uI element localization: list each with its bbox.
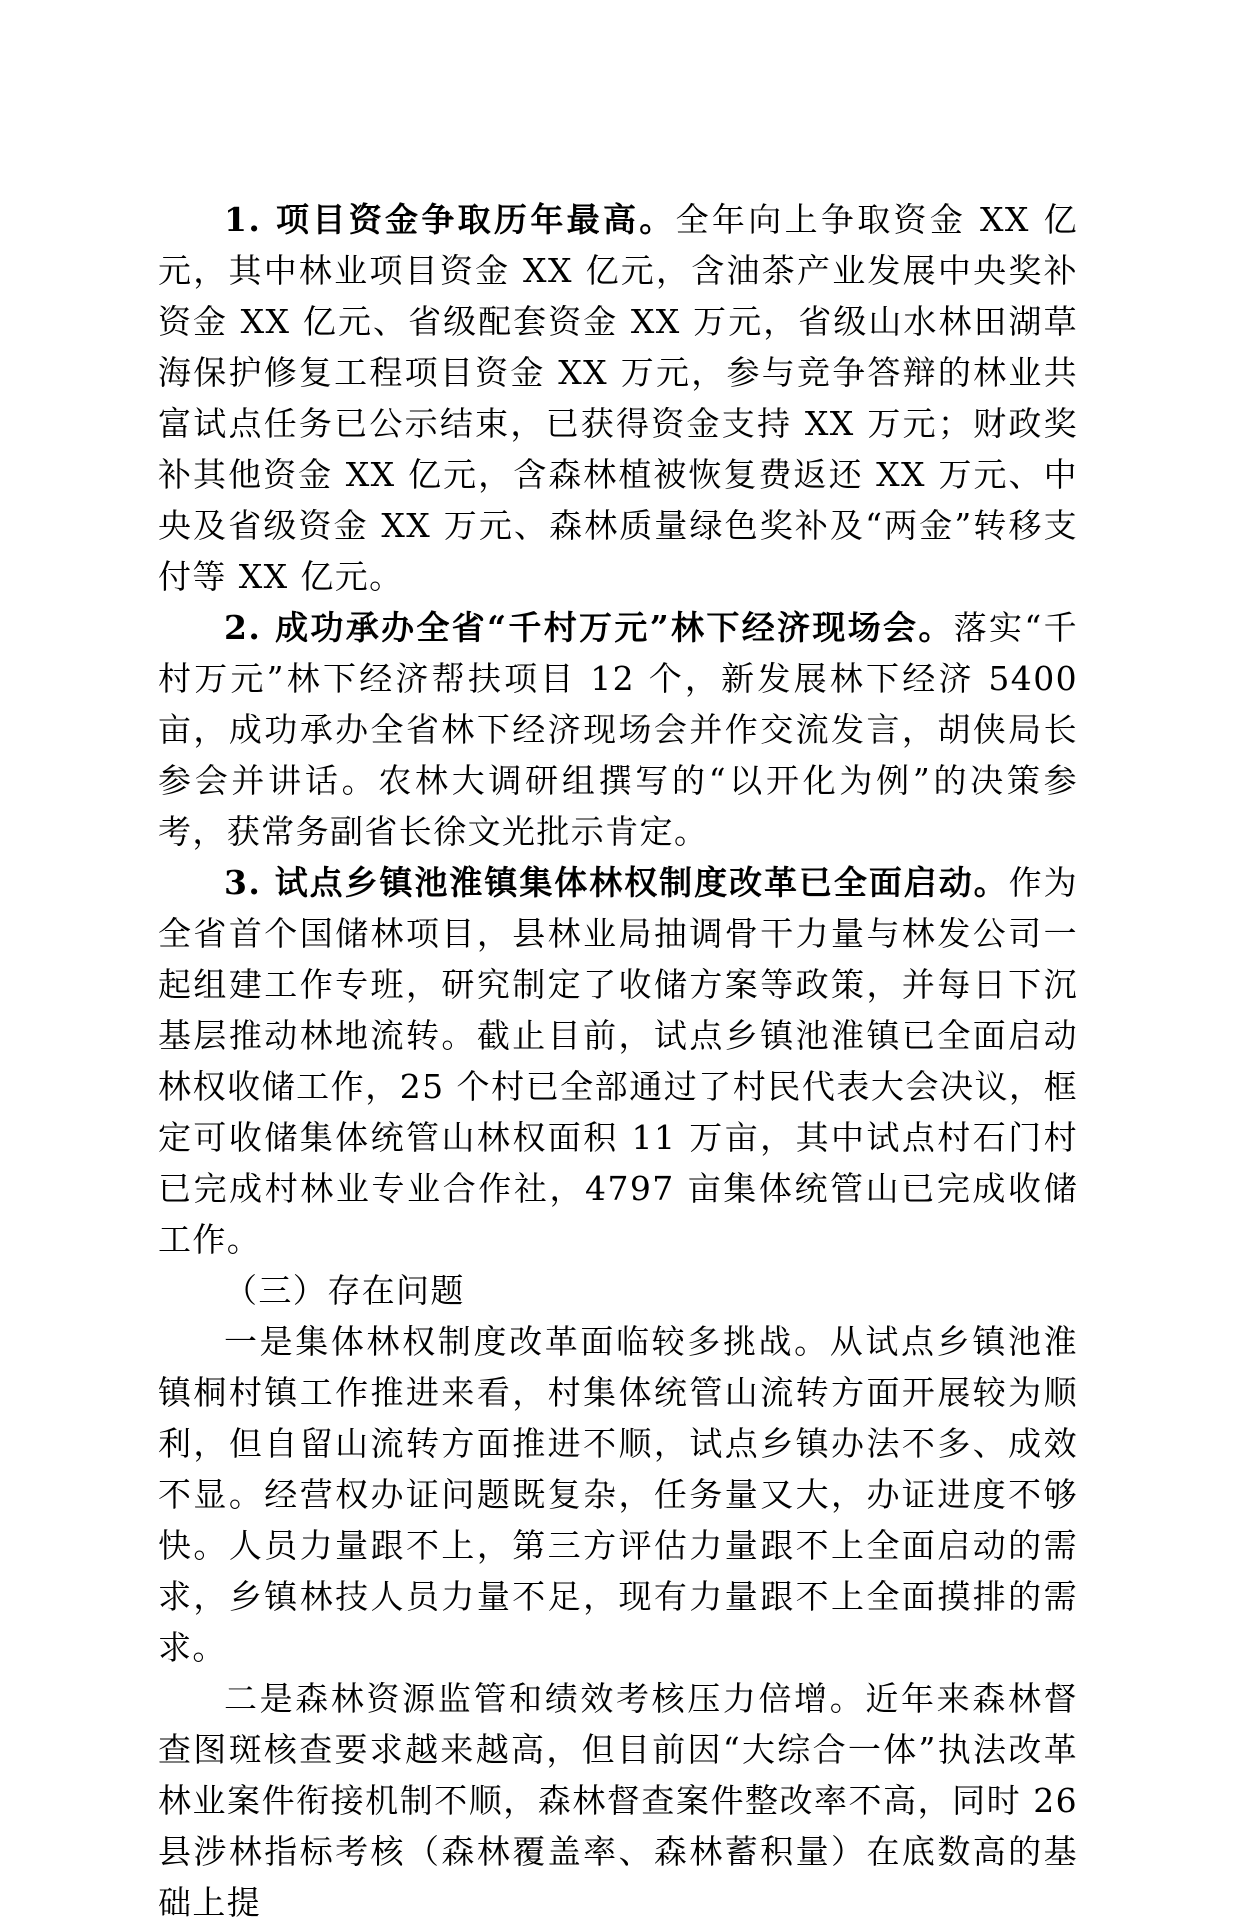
paragraph-lead: 2. 成功承办全省“千村万元”林下经济现场会。 [224,608,954,647]
paragraph-funding [158,194,1078,602]
paragraph-lead: 1. 项目资金争取历年最高。 [224,200,676,239]
paragraph-issue-2: 二是森林资源监管和绩效考核压力倍增。近年来森林督查图斑核查要求越来越高，但目前因“大综合一体”执法改革林业案件衔接机制不顺，森林督查案件整改率不高，同时 26 县涉林指标考核（森林覆盖率、森林蓄积量）在底数高的基础上提 [158,1679,1078,1922]
paragraph-forest-economy [158,602,1078,857]
paragraph-lead: 3. 试点乡镇池淮镇集体林权制度改革已全面启动。 [224,863,1009,902]
paragraph-tenure-reform [158,857,1078,1265]
paragraph-issue-1: 一是集体林权制度改革面临较多挑战。从试点乡镇池淮镇桐村镇工作推进来看，村集体统管山流转方面开展较为顺利，但自留山流转方面推进不顺，试点乡镇办法不多、成效不显。经营权办证问题既复杂，任务量又大，办证进度不够快。人员力量跟不上，第三方评估力量跟不上全面启动的需求，乡镇林技人员力量不足，现有力量跟不上全面摸排的需求。 [158,1322,1078,1667]
paragraph-body: 作为全省首个国储林项目，县林业局抽调骨干力量与林发公司一起组建工作专班，研究制定了收储方案等政策，并每日下沉基层推动林地流转。截止目前，试点乡镇池淮镇已全面启动林权收储工作，25 个村已全部通过了村民代表大会决议，框定可收储集体统管山林权面积 11 万亩，其中试点村石门村已完成村林业专业合作社，4797 亩集体统管山已完成收储工作。 [158,863,1078,1259]
paragraph-body: 全年向上争取资金 XX 亿元，其中林业项目资金 XX 亿元，含油茶产业发展中央奖补资金 XX 亿元、省级配套资金 XX 万元，省级山水林田湖草海保护修复工程项目资金 XX 万元，参与竞争答辩的林业共富试点任务已公示结束，已获得资金支持 XX 万元；财政奖补其他资金 XX 亿元，含森林植被恢复费返还 XX 万元、中央及省级资金 XX 万元、森林质量绿色奖补及“两金”转移支付等 XX 亿元。 [158,200,1078,596]
section-heading: （三）存在问题 [224,1271,465,1310]
paragraph-body: 落实“千村万元”林下经济帮扶项目 12 个，新发展林下经济 5400 亩，成功承办全省林下经济现场会并作交流发言，胡侠局长参会并讲话。农林大调研组撰写的“以开化为例”的决策参考，获常务副省长徐文光批示肯定。 [158,608,1078,851]
document-page [158,194,1078,1928]
